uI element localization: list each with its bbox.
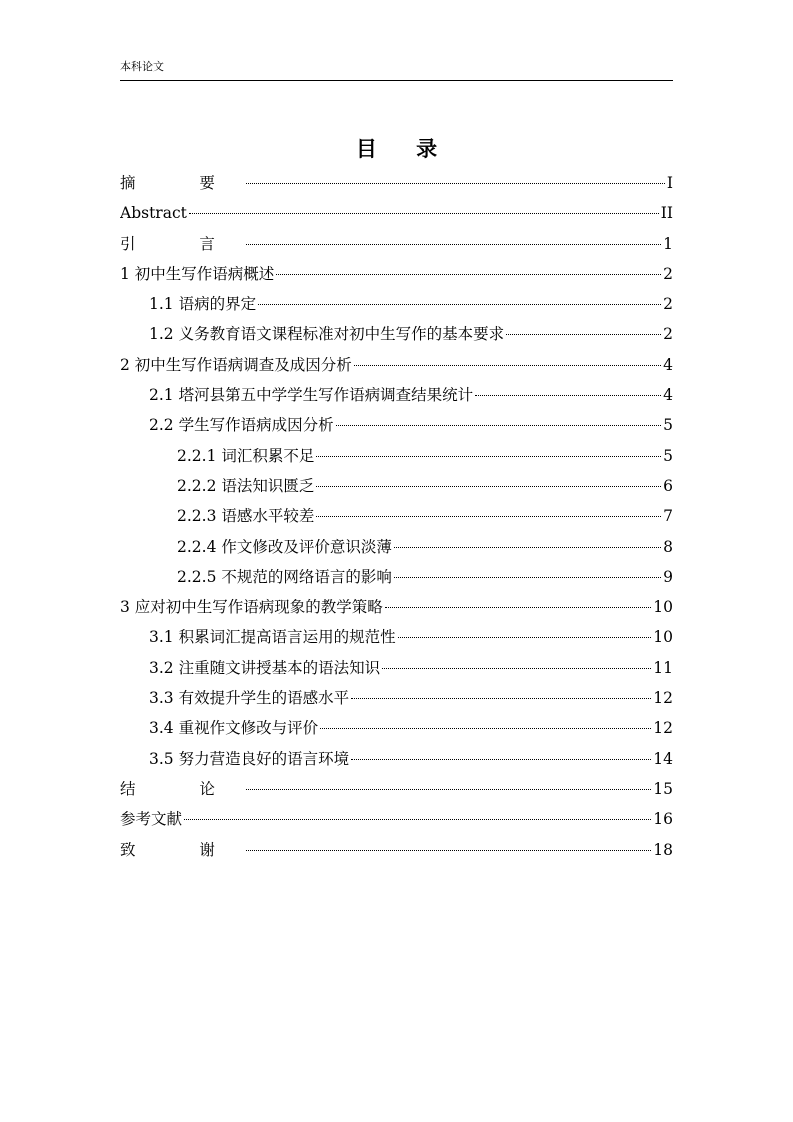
- toc-entry-label: 3.3 有效提升学生的语感水平: [149, 689, 350, 708]
- toc-entry-page: 11: [653, 658, 673, 677]
- toc-entry-page: 2: [663, 264, 673, 283]
- toc-entry[interactable]: [120, 744, 673, 774]
- toc-entry-label: 引 言: [120, 234, 245, 253]
- toc-entry[interactable]: [120, 289, 673, 319]
- toc-entry[interactable]: [120, 350, 673, 380]
- toc-leader-dots: [336, 425, 662, 426]
- toc-entry-page: 7: [663, 507, 673, 526]
- toc-entry-page: 18: [653, 840, 673, 859]
- toc-entry-label: 1.2 义务教育语文课程标准对初中生写作的基本要求: [149, 325, 505, 344]
- toc-leader-dots: [276, 274, 661, 275]
- toc-entry[interactable]: [120, 198, 673, 228]
- toc-entry[interactable]: [120, 380, 673, 410]
- toc-entry-page: 14: [653, 749, 673, 768]
- toc-entry-label: 致 谢: [120, 840, 245, 859]
- toc-entry-page: II: [660, 204, 673, 223]
- toc-entry-page: 6: [663, 476, 673, 495]
- toc-entry-page: 10: [653, 598, 673, 617]
- toc-entry-label: 2 初中生写作语病调查及成因分析: [120, 355, 352, 374]
- toc-entry[interactable]: [120, 441, 673, 471]
- toc-entry[interactable]: [120, 501, 673, 531]
- toc-entry[interactable]: [120, 592, 673, 622]
- toc-entry[interactable]: [120, 410, 673, 440]
- toc-entry-page: 4: [663, 355, 673, 374]
- toc-entry[interactable]: [120, 319, 673, 349]
- toc-leader-dots: [316, 516, 661, 517]
- toc-entry-label: 2.2 学生写作语病成因分析: [149, 416, 334, 435]
- toc-entry[interactable]: [120, 259, 673, 289]
- toc-leader-dots: [246, 850, 651, 851]
- toc-leader-dots: [316, 456, 661, 457]
- toc-leader-dots: [258, 304, 661, 305]
- toc-leader-dots: [189, 213, 659, 214]
- toc-entry-page: 2: [663, 295, 673, 314]
- toc-leader-dots: [398, 637, 652, 638]
- toc-title: 目 录: [355, 137, 454, 161]
- toc-entry-label: 3.4 重视作文修改与评价: [149, 719, 319, 738]
- toc-entry[interactable]: [120, 653, 673, 683]
- toc-entry-page: 5: [663, 446, 673, 465]
- toc-entry-label: 参考文献: [120, 810, 183, 829]
- table-of-contents: [120, 168, 673, 865]
- toc-entry-page: 16: [653, 810, 673, 829]
- toc-leader-dots: [246, 244, 661, 245]
- toc-leader-dots: [506, 334, 661, 335]
- toc-entry[interactable]: [120, 835, 673, 865]
- toc-entry-page: 10: [653, 628, 673, 647]
- toc-entry-page: 12: [653, 689, 673, 708]
- toc-leader-dots: [246, 789, 651, 790]
- toc-entry-label: 3.5 努力营造良好的语言环境: [149, 749, 350, 768]
- toc-entry-page: 1: [663, 234, 673, 253]
- toc-entry-label: 2.2.2 语法知识匮乏: [177, 476, 315, 495]
- toc-entry-label: 2.2.5 不规范的网络语言的影响: [177, 567, 392, 586]
- toc-leader-dots: [320, 728, 651, 729]
- toc-entry[interactable]: [120, 532, 673, 562]
- toc-entry[interactable]: [120, 774, 673, 804]
- running-header: 本科论文: [120, 60, 164, 73]
- toc-entry-page: 9: [663, 567, 673, 586]
- toc-entry[interactable]: [120, 804, 673, 834]
- toc-leader-dots: [351, 759, 651, 760]
- toc-entry-label: 1.1 语病的界定: [149, 295, 257, 314]
- toc-entry-label: 3 应对初中生写作语病现象的教学策略: [120, 598, 383, 617]
- toc-leader-dots: [184, 819, 651, 820]
- toc-entry-page: 12: [653, 719, 673, 738]
- toc-entry-label: Abstract: [120, 204, 187, 223]
- toc-leader-dots: [475, 395, 661, 396]
- toc-leader-dots: [246, 183, 665, 184]
- toc-entry-label: 2.2.3 语感水平较差: [177, 507, 315, 526]
- toc-entry-label: 2.1 塔河县第五中学学生写作语病调查结果统计: [149, 386, 474, 405]
- toc-entry-label: 摘 要: [120, 174, 245, 192]
- toc-leader-dots: [385, 607, 651, 608]
- toc-entry-page: 4: [663, 386, 673, 405]
- toc-entry-label: 2.2.4 作文修改及评价意识淡薄: [177, 537, 392, 556]
- toc-entry[interactable]: [120, 713, 673, 743]
- toc-leader-dots: [351, 698, 651, 699]
- toc-entry-label: 3.2 注重随文讲授基本的语法知识: [149, 658, 381, 677]
- toc-entry[interactable]: [120, 229, 673, 259]
- toc-entry-label: 2.2.1 词汇积累不足: [177, 446, 315, 465]
- toc-entry[interactable]: [120, 471, 673, 501]
- toc-leader-dots: [354, 365, 661, 366]
- toc-entry-page: 8: [663, 537, 673, 556]
- toc-leader-dots: [316, 486, 661, 487]
- toc-entry-page: 15: [653, 779, 673, 798]
- toc-entry-page: 5: [663, 416, 673, 435]
- toc-entry-page: I: [666, 174, 673, 192]
- toc-entry-page: 2: [663, 325, 673, 344]
- toc-entry[interactable]: [120, 168, 673, 198]
- toc-leader-dots: [394, 547, 661, 548]
- header-rule: [120, 80, 673, 81]
- toc-entry[interactable]: [120, 622, 673, 652]
- toc-entry-label: 结 论: [120, 779, 245, 798]
- toc-entry[interactable]: [120, 683, 673, 713]
- toc-leader-dots: [394, 577, 661, 578]
- toc-entry[interactable]: [120, 562, 673, 592]
- toc-entry-label: 3.1 积累词汇提高语言运用的规范性: [149, 628, 396, 647]
- toc-leader-dots: [382, 668, 651, 669]
- toc-entry-label: 1 初中生写作语病概述: [120, 264, 275, 283]
